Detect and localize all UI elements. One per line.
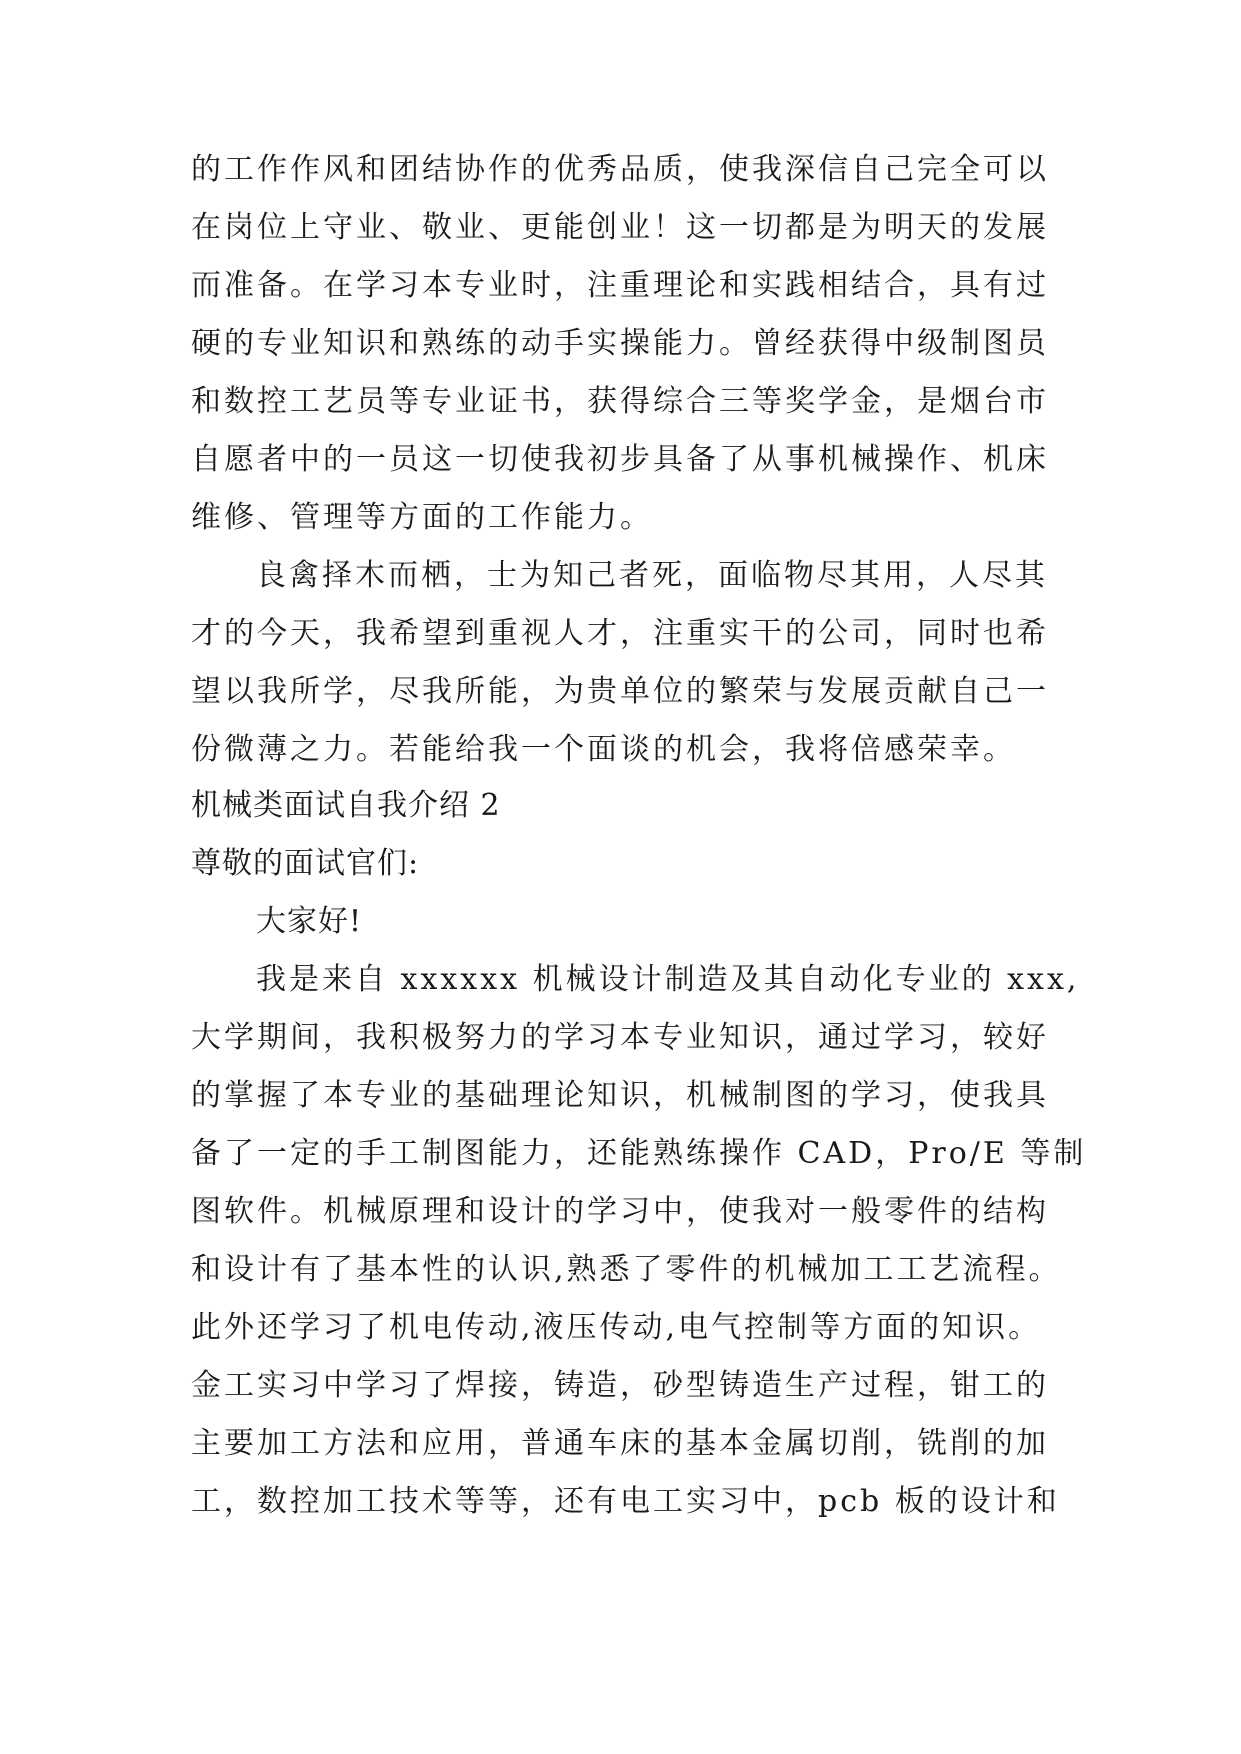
text-line: 维修、管理等方面的工作能力。 (191, 500, 653, 535)
text-line: 图软件。机械原理和设计的学习中，使我对一般零件的结构 (191, 1194, 1049, 1229)
text-line: 的掌握了本专业的基础理论知识，机械制图的学习，使我具 (191, 1078, 1049, 1113)
paragraph-first-line: 良禽择木而栖，士为知己者死，面临物尽其用，人尽其 (256, 558, 1048, 593)
salutation: 尊敬的面试官们: (191, 846, 420, 881)
text-line: 主要加工方法和应用，普通车床的基本金属切削，铣削的加 (191, 1426, 1049, 1461)
text-line: 和数控工艺员等专业证书，获得综合三等奖学金，是烟台市 (191, 384, 1049, 419)
text-line: 和设计有了基本性的认识,熟悉了零件的机械加工工艺流程。 (191, 1252, 1062, 1287)
text-line: 大学期间，我积极努力的学习本专业知识，通过学习，较好 (191, 1020, 1049, 1055)
text-line: 备了一定的手工制图能力，还能熟练操作 CAD，Pro/E 等制 (191, 1136, 1087, 1171)
text-line: 的工作作风和团结协作的优秀品质，使我深信自己完全可以 (191, 152, 1049, 187)
greeting: 大家好! (256, 904, 363, 939)
paragraph-first-line: 我是来自 xxxxxx 机械设计制造及其自动化专业的 xxx, (256, 962, 1080, 997)
text-line: 望以我所学，尽我所能，为贵单位的繁荣与发展贡献自己一 (191, 674, 1049, 709)
text-line: 在岗位上守业、敬业、更能创业！这一切都是为明天的发展 (191, 210, 1049, 245)
text-line: 自愿者中的一员这一切使我初步具备了从事机械操作、机床 (191, 442, 1049, 477)
text-line: 才的今天，我希望到重视人才，注重实干的公司，同时也希 (191, 616, 1049, 651)
text-line: 而准备。在学习本专业时，注重理论和实践相结合，具有过 (191, 268, 1049, 303)
text-line: 金工实习中学习了焊接，铸造，砂型铸造生产过程，钳工的 (191, 1368, 1049, 1403)
text-line: 份微薄之力。若能给我一个面谈的机会，我将倍感荣幸。 (191, 732, 1016, 767)
text-line: 工，数控加工技术等等，还有电工实习中，pcb 板的设计和 (191, 1484, 1060, 1519)
text-line: 此外还学习了机电传动,液压传动,电气控制等方面的知识。 (191, 1310, 1042, 1345)
section-heading: 机械类面试自我介绍 2 (191, 788, 501, 823)
text-line: 硬的专业知识和熟练的动手实操能力。曾经获得中级制图员 (191, 326, 1049, 361)
